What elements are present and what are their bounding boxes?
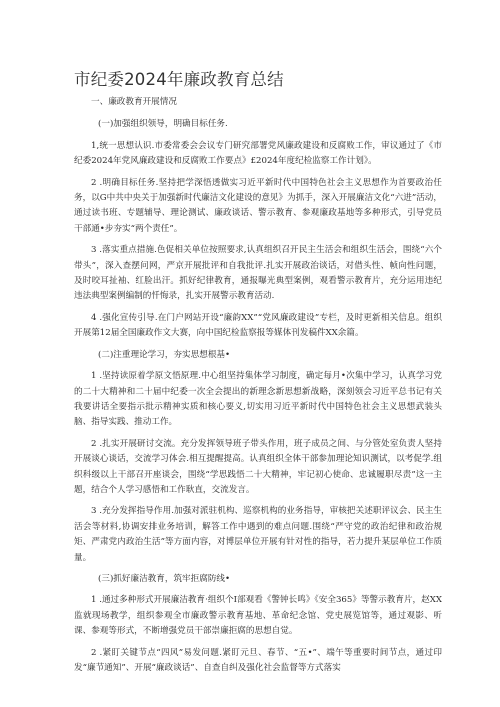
- document-title: 市纪委2024年廉政教育总结: [74, 70, 284, 89]
- paragraph: 3 .充分发挥指导作用.加强对派驻机构、巡察机构的业务指导，审核把关述职评议会、民主生活会等材料,协调安排业务培训，解答工作中遇到的难点问题.围绕“严守党的政治纪律和政治规矩、严肃党内政治生活”等方面内容，对博层单位开展有针对性的指导，若力提升某层单位工作质量。: [74, 506, 442, 563]
- paragraph: 1,统一思想认识.市委常委会会议专门研究部署党风廉政建设和反腐败工作，审议通过了《市纪委2024年党风廉政建设和反腐败工作要点》£2024年度纪检监察工作计划》。: [74, 140, 442, 167]
- paragraph: 2 .明确目标任务.坚持把学深悟透做实习近平新时代中国特色社会主义思想作为首要政治任务，以G中共中央关于加强新时代廉洁文化建设的意见》为抓手，深入开展廉洁文化“六进”活动，通过读书班、专题辅导、理论测试、廉政谈话、警示教育、参观廉政基地等多种形式，引导党员干部通•步夯实“两个责任”。: [74, 177, 442, 234]
- paragraph: 2 .扎实开展研讨交流。充分发挥领导班子带头作用，班子成员之间、与分管处室负责人坚持开展谈心谈话，交流学习体会.相互提醒提高。认真组织全体干部参加理论知识测试，以考促学.组织科级以上干部召开座谈会，围绕“学思践悟二十大精神，牢记初心使命、忠诚履职尽责”这一主题，结合个人学习感悟和工作耿直，交流发言。: [74, 438, 442, 495]
- paragraph: 3 .落实重点措施.色促相关单位按照要求,认真组织召开民主生活会和组织生活会，围绕“六个带头”，深入查摆问网，严京开展批评和自我批评.扎实开展政治谈话，对借头性、帧向性问题，及时咬耳扯袖、红脸出汗。抓好纪律教育，通报曝光典型案例，观看警示教育片，充分运用违纪违法典型案例编制的忏悔录，扎实开展警示教育活动.: [74, 245, 442, 302]
- document-body: [74, 95, 442, 682]
- paragraph: 1 .通过多种形式开展廉洁教育·组织个I部观看《警钟长鸣》《安全365》等警示教育片，赵XX监就现场教学，组织参观全市廉政警示教育基地、革命纪念馆、党史展览馆等，通过观影、听课、参观等形式，不断增强党员干部崇廉拒腐的思想自觉。: [74, 595, 442, 637]
- paragraph: 4 .强化宣传引导.在门户网站开设“廉韵XX”“党风廉政建设”专栏，及时更新相关信息。组织开展第12届全国廉政作文大赛，向中国纪检监察报等媒体刊发稿件XX余篇。: [74, 312, 442, 339]
- subsection-heading: (一)加强组织领导，明确目标任务.: [98, 119, 228, 130]
- paragraph: 1 .坚持读原着学原文悟原理.中心组坚持集体学习制度，确定每月•次集中学习，认真学习党的二十大精神和二十届中纪委一次全会提出的新理念新思想新战略，深刻领会习近平总书记有关我要讲话全要指示批示精神实质和核心要义,切实用习近平新时代中国特色社会主义思想武装头脑、指导实践、推动工作。: [74, 371, 442, 428]
- subsection-heading: (二)注重理论学习，夯实思想根基•: [98, 349, 231, 360]
- paragraph: 2 .紧盯关键节点“四风”易发问题.紧盯元旦、春节、“五•”、端午等重要时间节点，通过印发“廉节通知”、开展“廉政谈话”、自查自纠及强化社会监督等方式落实: [74, 647, 442, 673]
- subsection-heading: (三)抓好廉洁教育，筑牢拒腐防线•: [98, 573, 231, 584]
- section-heading: 一、廉政教育开展情况: [91, 97, 177, 107]
